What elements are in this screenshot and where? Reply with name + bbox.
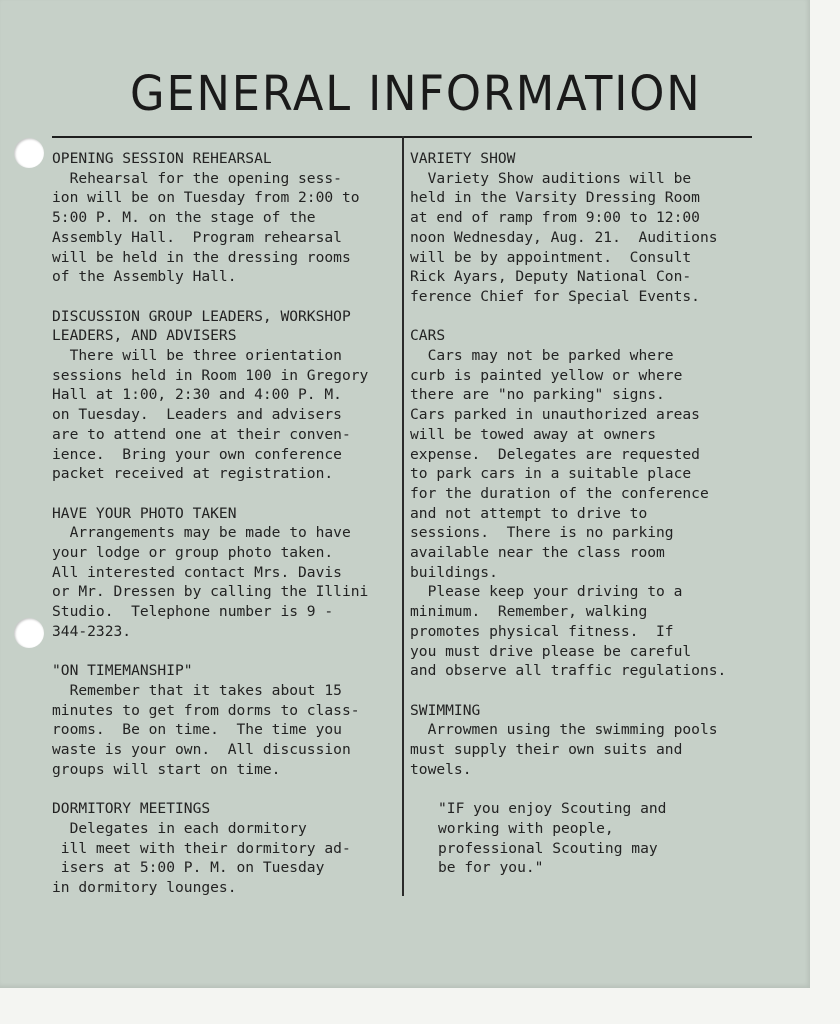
section-cars: [410, 326, 770, 681]
body-line: ience. Bring your own conference: [52, 445, 342, 463]
section-heading: HAVE YOUR PHOTO TAKEN: [52, 504, 237, 522]
left-column: [52, 149, 402, 917]
body-line: minimum. Remember, walking: [410, 603, 648, 621]
body-line: noon Wednesday, Aug. 21. Auditions: [410, 228, 718, 246]
body-line: you must drive please be careful: [410, 642, 692, 660]
body-line: will be towed away at owners: [410, 425, 657, 443]
column-divider: [402, 136, 404, 896]
section-heading: VARIETY SHOW: [410, 150, 516, 167]
body-line: Delegates in each dormitory: [52, 819, 307, 837]
body-line: Rick Ayars, Deputy National Con-: [410, 268, 692, 286]
body-line: 344-2323.: [52, 622, 132, 640]
body-line: are to attend one at their conven-: [52, 425, 351, 443]
body-line: your lodge or group photo taken.: [52, 544, 334, 562]
section-variety-show: [410, 149, 770, 307]
body-line: Arrangements may be made to have: [52, 524, 351, 542]
section-dormitory-meetings: [52, 799, 402, 898]
body-line: curb is painted yellow or where: [410, 366, 683, 384]
quote-line: be for you.": [438, 859, 544, 877]
body-line: Please keep your driving to a: [410, 583, 683, 601]
quote-line: professional Scouting may: [438, 839, 658, 857]
body-line: All interested contact Mrs. Davis: [52, 563, 342, 581]
body-line: there are "no parking" signs.: [410, 386, 665, 404]
section-have-your-photo-taken: [52, 504, 402, 642]
body-line: will be by appointment. Consult: [410, 248, 692, 266]
body-line: waste is your own. All discussion: [52, 741, 351, 759]
body-line: or Mr. Dressen by calling the Illini: [52, 583, 369, 601]
body-line: minutes to get from dorms to class-: [52, 701, 360, 719]
body-line: Studio. Telephone number is 9 -: [52, 603, 334, 621]
section-discussion-group-leaders: [52, 307, 402, 484]
body-line: rooms. Be on time. The time you: [52, 721, 342, 739]
body-line: promotes physical fitness. If: [410, 622, 674, 640]
body-line: ion will be on Tuesday from 2:00 to: [52, 189, 360, 207]
section-heading: OPENING SESSION REHEARSAL: [52, 150, 272, 167]
quote-line: working with people,: [438, 819, 614, 837]
body-line: Cars parked in unauthorized areas: [410, 406, 700, 424]
body-line: ill meet with their dormitory ad-: [52, 839, 351, 857]
body-line: Variety Show auditions will be: [410, 169, 692, 187]
body-line: Cars may not be parked where: [410, 347, 674, 365]
body-line: and not attempt to drive to: [410, 504, 648, 522]
scan-margin-bottom: [0, 988, 840, 1024]
body-line: isers at 5:00 P. M. on Tuesday: [52, 859, 325, 877]
body-line: ference Chief for Special Events.: [410, 287, 700, 305]
scan-margin-right: [810, 0, 840, 1024]
body-line: buildings.: [410, 563, 498, 581]
body-line: held in the Varsity Dressing Room: [410, 189, 700, 207]
body-line: will be held in the dressing rooms: [52, 248, 351, 266]
body-line: There will be three orientation: [52, 347, 342, 365]
section-opening-session-rehearsal: [52, 149, 402, 287]
body-line: for the duration of the conference: [410, 484, 709, 502]
body-line: Assembly Hall. Program rehearsal: [52, 228, 342, 246]
body-line: of the Assembly Hall.: [52, 268, 237, 286]
body-line: to park cars in a suitable place: [410, 465, 692, 483]
punch-hole-bottom: [14, 618, 44, 648]
body-line: expense. Delegates are requested: [410, 445, 700, 463]
body-line: Rehearsal for the opening sess-: [52, 169, 342, 187]
right-column: [410, 149, 770, 898]
section-heading: CARS: [410, 327, 446, 345]
section-heading: SWIMMING: [410, 701, 481, 719]
body-line: packet received at registration.: [52, 465, 334, 483]
body-line: Arrowmen using the swimming pools: [410, 721, 718, 739]
body-line: in dormitory lounges.: [52, 878, 237, 896]
body-line: sessions held in Room 100 in Gregory: [52, 366, 369, 384]
body-line: and observe all traffic regulations.: [410, 662, 727, 680]
quote-line: "IF you enjoy Scouting and: [438, 800, 667, 818]
page-title: GENERAL INFORMATION: [130, 66, 702, 122]
section-heading: DORMITORY MEETINGS: [52, 800, 211, 818]
body-line: at end of ramp from 9:00 to 12:00: [410, 209, 700, 227]
body-line: 5:00 P. M. on the stage of the: [52, 209, 316, 227]
body-line: on Tuesday. Leaders and advisers: [52, 406, 342, 424]
body-line: towels.: [410, 760, 472, 778]
section-heading: LEADERS, AND ADVISERS: [52, 327, 237, 345]
body-line: groups will start on time.: [52, 760, 281, 778]
section-swimming: [410, 701, 770, 780]
body-line: must supply their own suits and: [410, 741, 683, 759]
closing-quote: [410, 799, 770, 878]
punch-hole-top: [14, 138, 44, 168]
section-heading: DISCUSSION GROUP LEADERS, WORKSHOP: [52, 307, 351, 325]
body-line: available near the class room: [410, 544, 665, 562]
section-heading: "ON TIMEMANSHIP": [52, 662, 193, 680]
body-line: Hall at 1:00, 2:30 and 4:00 P. M.: [52, 386, 342, 404]
body-line: sessions. There is no parking: [410, 524, 674, 542]
body-line: Remember that it takes about 15: [52, 681, 342, 699]
section-on-timemanship: [52, 661, 402, 779]
